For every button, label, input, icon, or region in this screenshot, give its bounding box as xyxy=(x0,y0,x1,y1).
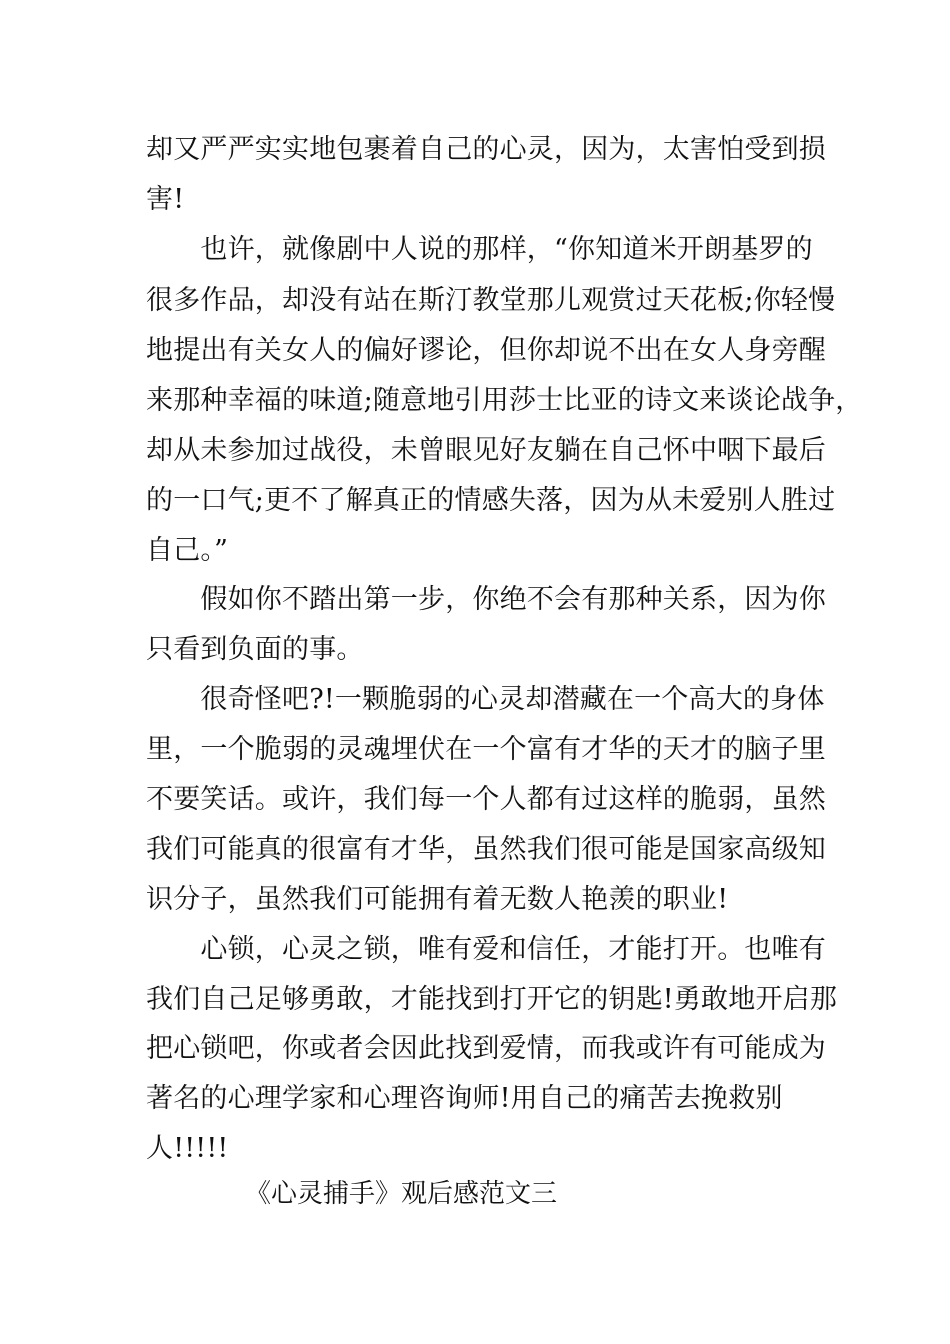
text-line: 来那种幸福的味道;随意地引用莎士比亚的诗文来谈论战争， xyxy=(146,385,863,416)
text-line: 害! xyxy=(146,184,185,215)
text-line: 却从未参加过战役，未曾眼见好友躺在自己怀中咽下最后 xyxy=(146,435,826,466)
text-line: 著名的心理学家和心理咨询师!用自己的痛苦去挽救别 xyxy=(146,1083,783,1114)
text-line: 我们可能真的很富有才华，虽然我们很可能是国家高级知 xyxy=(146,834,826,865)
text-line: 人!!!!! xyxy=(146,1133,229,1164)
text-line: 自己。” xyxy=(146,535,229,566)
text-line: 假如你不踏出第一步，你绝不会有那种关系，因为你 xyxy=(146,584,826,615)
text-line: 心锁，心灵之锁，唯有爱和信任，才能打开。也唯有 xyxy=(146,934,826,965)
text-line: 很多作品，却没有站在斯汀教堂那儿观赏过天花板;你轻慢 xyxy=(146,285,836,316)
text-line: 不要笑话。或许，我们每一个人都有过这样的脆弱，虽然 xyxy=(146,784,826,815)
text-line: 里，一个脆弱的灵魂埋伏在一个富有才华的天才的脑子里 xyxy=(146,734,826,765)
text-line: 识分子，虽然我们可能拥有着无数人艳羡的职业! xyxy=(146,884,729,915)
text-line: 把心锁吧，你或者会因此找到爱情，而我或许有可能成为 xyxy=(146,1033,826,1064)
text-line: 却又严严实实地包裹着自己的心灵，因为，太害怕受到损 xyxy=(146,134,826,165)
text-line: 的一口气;更不了解真正的情感失落，因为从未爱别人胜过 xyxy=(146,485,836,516)
text-line: 地提出有关女人的偏好谬论，但你却说不出在女人身旁醒 xyxy=(146,335,826,366)
section-title: 《心灵捕手》观后感范文三 xyxy=(245,1179,558,1209)
text-line: 我们自己足够勇敢，才能找到打开它的钥匙!勇敢地开启那 xyxy=(146,984,838,1015)
text-line: 只看到负面的事。 xyxy=(146,634,364,665)
text-line: 也许，就像剧中人说的那样，“你知道米开朗基罗的 xyxy=(146,234,813,265)
text-line: 很奇怪吧?!一颗脆弱的心灵却潜藏在一个高大的身体 xyxy=(146,684,825,715)
